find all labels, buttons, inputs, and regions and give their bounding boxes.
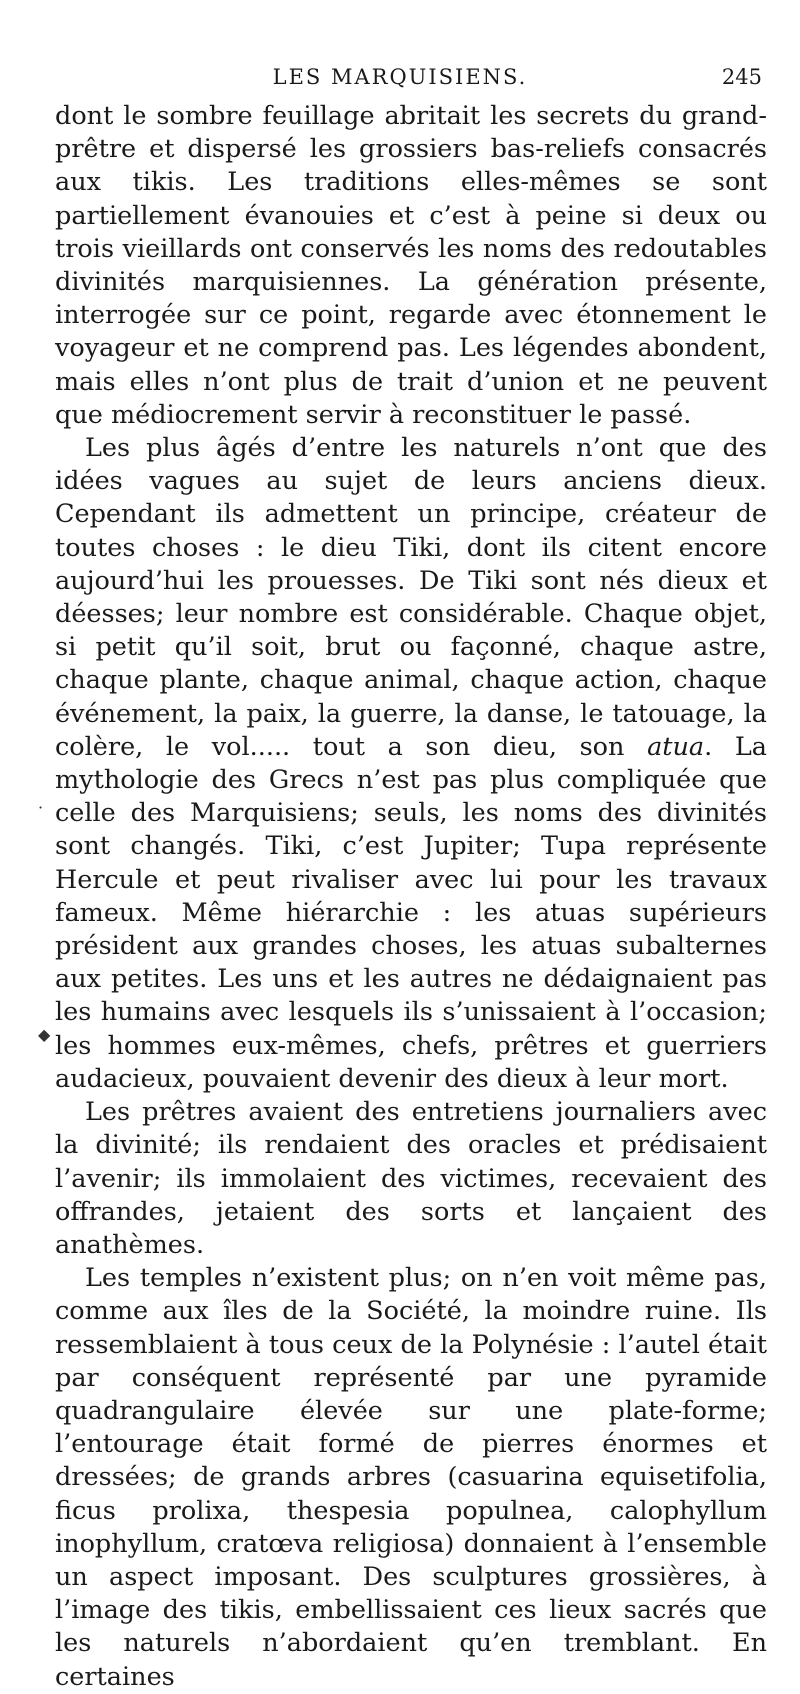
paragraph-2	[55, 432, 767, 1096]
atua-term: atua	[647, 731, 705, 762]
margin-speck: ·	[38, 798, 44, 817]
page-header	[0, 62, 800, 92]
paragraph-2-text-a: Les plus âgés d’entre les naturels n’ont que des idées vagues au sujet de leurs anciens dieux. Cependant ils admettent un principe, créateur de toutes choses : le dieu Tiki, dont ils citent encore aujourd’hui les prouesses. De Tiki sont nés dieux et déesses; leur nombre est considérable. Chaque objet, si petit qu’il soit, brut ou façonné, chaque astre, chaque plante, chaque animal, chaque action, chaque événement, la paix, la guerre, la danse, le tatouage, la colère, le vol..... tout a son dieu, son	[55, 433, 767, 762]
paragraph-2-text-b: . La mythologie des Grecs n’est pas plus compliquée que celle des Marquisiens; seuls, les noms des divinités sont changés. Tiki, c’est Jupiter; Tupa représente Hercule et peut rivaliser avec lui pour les travaux fameux. Même hiérarchie : les atuas supérieurs président aux grandes choses, les atuas subalternes aux petites. Les uns et les autres ne dédaignaient pas les humains avec lesquels ils s’unissaient à l’occasion; les hommes eux-mêmes, chefs, prêtres et guerriers audacieux, pouvaient devenir des dieux à leur mort.	[55, 731, 767, 1094]
body-text	[55, 100, 767, 1694]
page-number: 245	[721, 65, 762, 89]
running-title: LES MARQUISIENS.	[272, 65, 528, 89]
margin-speck: ◆	[38, 1025, 51, 1044]
paragraph-3	[55, 1096, 767, 1262]
paragraph-4-text: Les temples n’existent plus; on n’en voit même pas, comme aux îles de la Société, la moindre ruine. Ils ressemblaient à tous ceux de la Polynésie : l’autel était par conséquent représenté par une pyramide quadrangulaire élevée sur une plate-forme; l’entourage était formé de pierres énormes et dressées; de grands arbres (casuarina equisetifolia, ficus prolixa, thespesia populnea, calophyllum inophyllum, cratœva religiosa) donnaient à l’ensemble un aspect imposant. Des sculptures grossières, à l’image des tikis, embellissaient ces lieux sacrés que les naturels n’abordaient qu’en tremblant. En certaines	[55, 1263, 767, 1692]
paragraph-1-text: dont le sombre feuillage abritait les secrets du grand-prêtre et dispersé les grossiers bas-reliefs consacrés aux tikis. Les traditions elles-mêmes se sont partiellement évanouies et c’est à peine si deux ou trois vieillards ont conservés les noms des redoutables divinités marquisiennes. La génération présente, interrogée sur ce point, regarde avec étonnement le voyageur et ne comprend pas. Les légendes abondent, mais elles n’ont plus de trait d’union et ne peuvent que médiocrement servir à reconstituer le passé.	[55, 101, 767, 430]
paragraph-4	[55, 1262, 767, 1694]
paragraph-3-text: Les prêtres avaient des entretiens journaliers avec la divinité; ils rendaient des oracles et prédisaient l’avenir; ils immolaient des victimes, recevaient des offrandes, jetaient des sorts et lançaient des anathèmes.	[55, 1097, 767, 1260]
paragraph-1	[55, 100, 767, 432]
